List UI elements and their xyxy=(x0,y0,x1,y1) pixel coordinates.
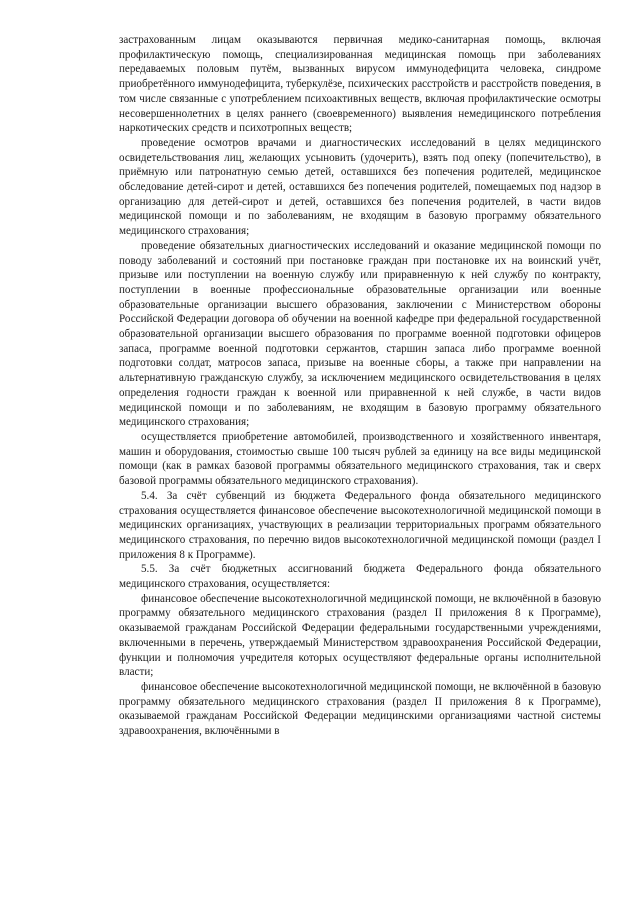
paragraph-adoption-examinations: проведение осмотров врачами и диагностических исследований в целях медицинского освидетельствования лиц, желающих усыновить (удочерить), взять под опеку (попечительство), в приёмную или патронатную семью детей, оставшихся без попечения родителей, медицинское обследование детей-сирот и детей, оставшихся без попечения родителей, помещаемых под надзор в организацию для детей-сирот и детей, оставшихся без попечения родителей, в части видов медицинской помощи и по заболеваниям, не входящим в базовую программу обязательного медицинского страхования; xyxy=(119,136,601,238)
document-body xyxy=(119,33,601,739)
paragraph-5-4: 5.4. За счёт субвенций из бюджета Федерального фонда обязательного медицинского страхования осуществляется финансовое обеспечение высокотехнологичной медицинской помощи в медицинских организациях, участвующих в реализации территориальных программ обязательного медицинского страхования, по перечню видов высокотехнологичной медицинской помощи (раздел I приложения 8 к Программе). xyxy=(119,489,601,561)
paragraph-5-5: 5.5. За счёт бюджетных ассигнований бюджета Федерального фонда обязательного медицинского страхования, осуществляется: xyxy=(119,563,601,591)
paragraph-federal-institutions: финансовое обеспечение высокотехнологичной медицинской помощи, не включённой в базовую программу обязательного медицинского страхования (раздел II приложения 8 к Программе), оказываемой гражданам Российской Федерации федеральными государственными учреждениями, включенными в перечень, утверждаемый Министерством здравоохранения Российской Федерации, функции и полномочия учредителя которых осуществляют федеральные органы исполнительной власти; xyxy=(119,592,601,679)
paragraph-military-registration: проведение обязательных диагностических исследований и оказание медицинской помощи по поводу заболеваний и состояний при постановке граждан при постановке их на воинский учёт, призыве или поступлении на военную службу или приравненную к ней службу по контракту, поступлении в военные профессиональные образовательные организации или военные образовательные организации высшего образования, заключении с Министерством обороны Российской Федерации договора об обучении на военной кафедре при федеральной государственной образовательной организации высшего образования по программе военной подготовки офицеров запаса, программе военной подготовки сержантов, старшин запаса либо программе военной подготовки солдат, матросов запаса, призыве на военные сборы, а также при направлении на альтернативную гражданскую службу, за исключением медицинского освидетельствования в целях определения годности граждан к военной или приравненной к ней службе, в части видов медицинской помощи и по заболеваниям, не входящим в базовую программу обязательного медицинского страхования; xyxy=(119,239,601,429)
paragraph-equipment-purchase: осуществляется приобретение автомобилей, производственного и хозяйственного инвентаря, машин и оборудования, стоимостью свыше 100 тысяч рублей за единицу на все виды медицинской помощи (как в рамках базовой программы обязательного медицинского страхования, так и сверх базовой программы обязательного медицинского страхования). xyxy=(119,430,601,488)
paragraph-insured-persons-care: застрахованным лицам оказываются первичная медико-санитарная помощь, включая профилактическую помощь, специализированная медицинская помощь при заболеваниях передаваемых половым путём, вызванных вирусом иммунодефицита человека, синдроме приобретённого иммунодефицита, туберкулёзе, психических расстройств и расстройств поведения, в том числе связанные с употреблением психоактивных веществ, включая профилактические осмотры несовершеннолетних в целях раннего (своевременного) выявления немедицинского потребления наркотических средств и психотропных веществ; xyxy=(119,34,601,135)
paragraph-private-organizations: финансовое обеспечение высокотехнологичной медицинской помощи, не включённой в базовую программу обязательного медицинского страхования (раздел II приложения 8 к Программе), оказываемой гражданам Российской Федерации медицинскими организациями частной системы здравоохранения, включёнными в xyxy=(119,680,601,738)
